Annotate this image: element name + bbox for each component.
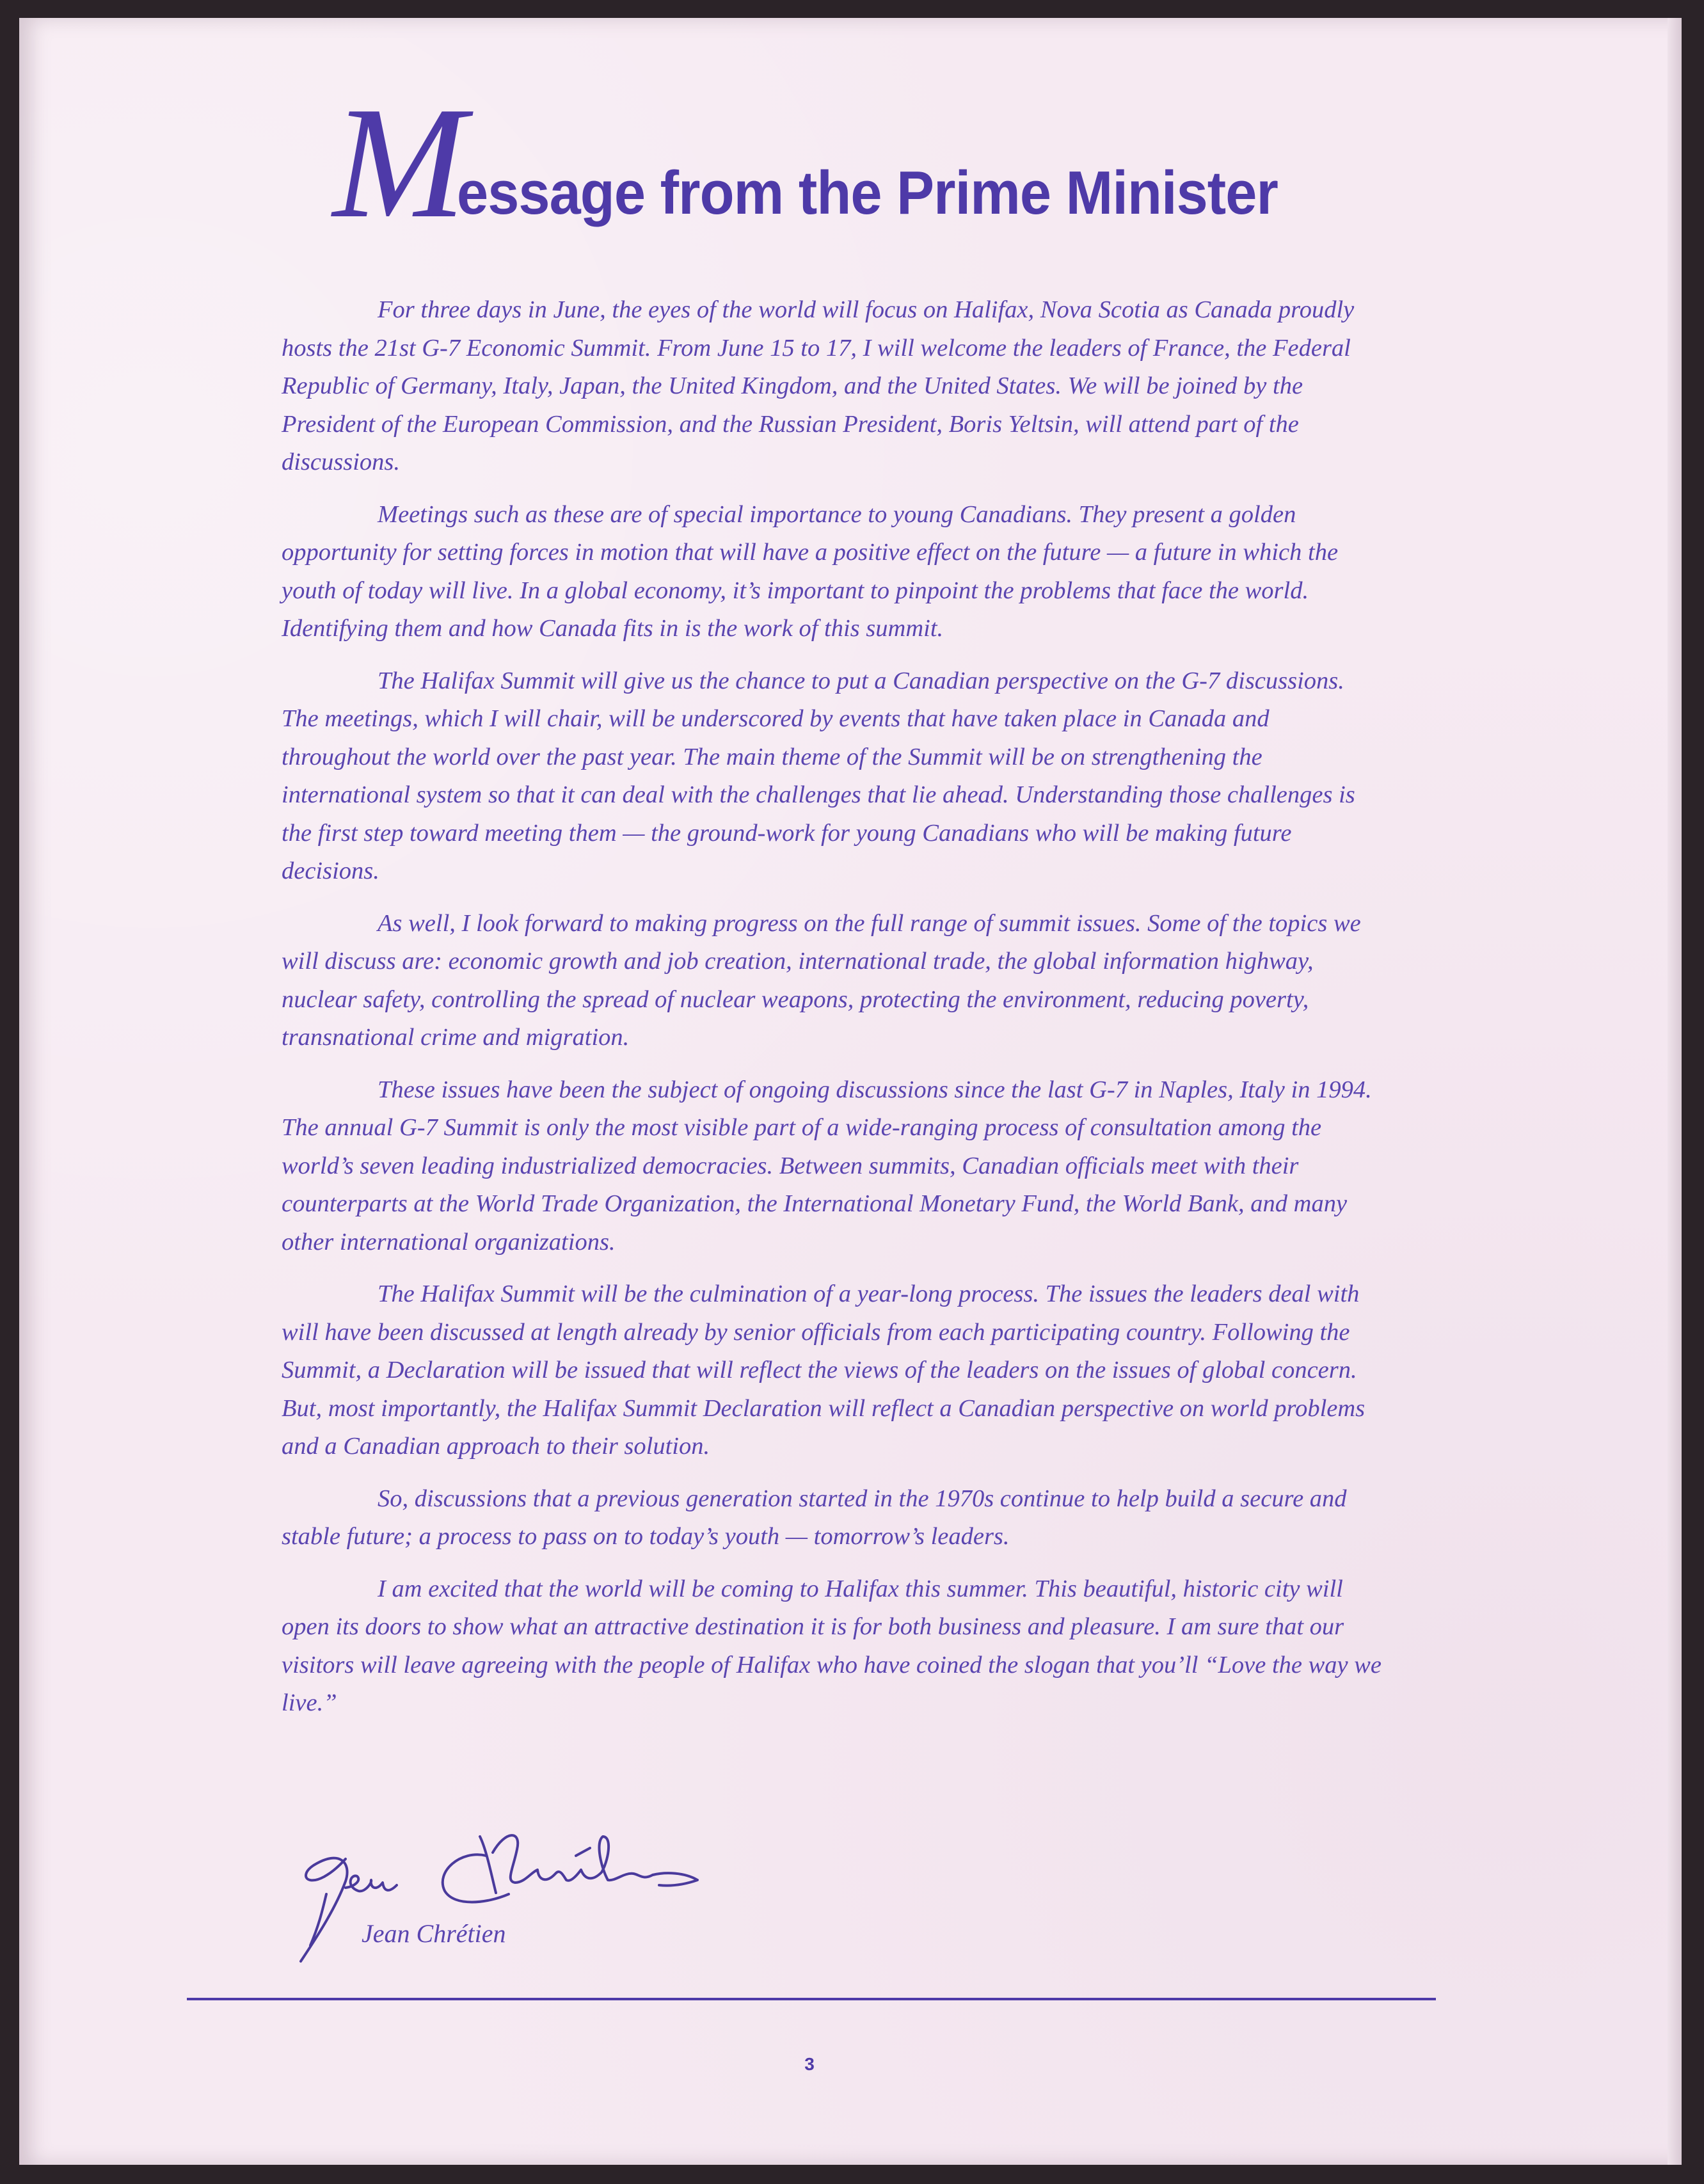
signatory-name: Jean Chrétien (362, 1919, 506, 1948)
paragraph-8: I am excited that the world will be coming to Halifax this summer. This beautiful, historic city will open its doors to show what an attractive destination it is for both business and pleasure. I am sure that our visitors will leave agreeing with the people of Halifax who have coined the slogan that you’ll “Love the way we live.” (282, 1575, 1382, 1716)
paragraph-7: So, discussions that a previous generation started in the 1970s continue to help build a secure and stable future; a process to pass on to today’s youth — tomorrow’s leaders. (282, 1485, 1347, 1550)
title-text: essage from the Prime Minister (457, 159, 1278, 227)
paragraph-2: Meetings such as these are of special importance to young Canadians. They present a golden opportunity for setting forces in motion that will have a positive effect on the future — a future in which the youth of today will live. In a global economy, it’s important to pinpoint the problems that face the world. Identifying them and how Canada fits in is the work of this summit. (282, 500, 1339, 642)
paragraph-5: These issues have been the subject of ongoing discussions since the last G-7 in Naples, Italy in 1994. The annual G-7 Summit is only the most visible part of a wide-ranging process of consultation among the world’s seven leading industrialized democracies. Between summits, Canadian officials meet with their counterparts at the World Trade Organization, the International Monetary Fund, the World Bank, and many other international organizations. (282, 1076, 1372, 1255)
message-body (282, 291, 1382, 1737)
page-number: 3 (804, 2054, 815, 2074)
page-title (333, 74, 1549, 251)
title-drop-cap: M (333, 74, 463, 251)
footer-rule (187, 1998, 1436, 2000)
paragraph-1: For three days in June, the eyes of the world will focus on Halifax, Nova Scotia as Canada proudly hosts the 21st G-7 Economic Summit. From June 15 to 17, I will welcome the leaders of France, the Federal Republic of Germany, Italy, Japan, the United Kingdom, and the United States. We will be joined by the President of the European Commission, and the Russian President, Boris Yeltsin, will attend part of the discussions. (282, 296, 1355, 475)
paragraph-6: The Halifax Summit will be the culmination of a year-long process. The issues the leaders deal with will have been discussed at length already by senior officials from each participating country. Following the Summit, a Declaration will be issued that will reflect the views of the leaders on the issues of global concern. But, most importantly, the Halifax Summit Declaration will reflect a Canadian perspective on world problems and a Canadian approach to their solution. (282, 1280, 1366, 1460)
paragraph-3: The Halifax Summit will give us the chance to put a Canadian perspective on the G-7 discussions. The meetings, which I will chair, will be underscored by events that have taken place in Canada and throughout the world over the past year. The main theme of the Summit will be on strengthening the international system so that it can deal with the challenges that lie ahead. Understanding those challenges is the first step toward meeting them — the ground-work for young Canadians who will be making future decisions. (282, 667, 1355, 884)
paragraph-4: As well, I look forward to making progress on the full range of summit issues. Some of the topics we will discuss are: economic growth and job creation, international trade, the global information highway, nuclear safety, controlling the spread of nuclear weapons, protecting the environment, reducing poverty, transnational crime and migration. (282, 909, 1361, 1051)
